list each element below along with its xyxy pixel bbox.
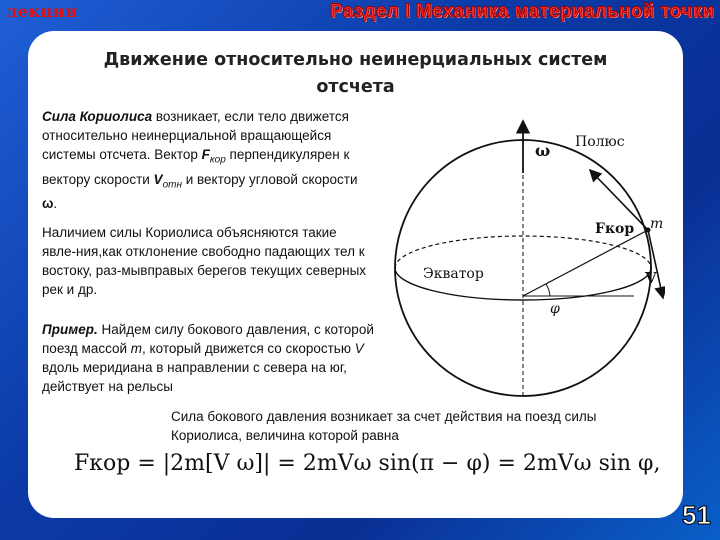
mass-symbol: m (130, 341, 143, 356)
example-label: Пример. (42, 322, 98, 337)
earth-diagram (380, 118, 665, 408)
coriolis-term: Сила Кориолиса (42, 109, 153, 124)
slide-card (30, 33, 681, 516)
phenomena-paragraph: Наличием силы Кориолиса объясняются такие явле-ния,как отклонение свободно падающих тел к востоку, раз-мывправых берегов текущих северных рек и др. (42, 225, 367, 297)
section-title: Раздел I Механика материальной точки (329, 1, 714, 22)
definition-text-1: возникает, если тело движется относительно неинерциальной вращающейся системы отсчета. Вектор (42, 109, 349, 162)
slide-title-line2: отсчета (316, 77, 395, 97)
velocity-symbol: V (153, 171, 163, 187)
v-label: V (645, 269, 657, 287)
phi-arc (546, 284, 550, 296)
force-subscript: кор (209, 154, 226, 166)
omega-label: ω (535, 141, 551, 160)
pole-label: Полюс (575, 134, 625, 150)
example-text-1: Найдем силу бокового давления, с которой поезд массой (42, 322, 374, 356)
example-paragraph (42, 320, 377, 396)
m-label: m (650, 216, 664, 232)
coriolis-definition (42, 107, 372, 213)
force-symbol: F (201, 147, 210, 162)
side-force-paragraph: Сила бокового давления возникает за счет действия на поезд силы Кориолиса, величина которой равна (171, 409, 597, 443)
example-text-3: вдоль меридиана в направлении с севера на юг, действует на рельсы (42, 360, 347, 394)
definition-text-2: перпендикулярен к вектору скорости (42, 147, 350, 187)
lecture-label: лекции (6, 2, 78, 21)
meridian-line (523, 140, 651, 396)
velocity-subscript: отн (162, 179, 182, 191)
force-label: Fкор (595, 221, 635, 237)
equator-label: Экватор (423, 266, 484, 282)
definition-text-3: и вектору угловой скорости (181, 171, 358, 187)
example-text-2: , который движется со скоростью (142, 341, 355, 356)
definition-text-4: . (53, 196, 58, 212)
omega-symbol: ω (42, 196, 54, 212)
page-number: 51 (682, 500, 711, 530)
speed-symbol: V (354, 341, 364, 356)
coriolis-formula: Fкор = |2m[V ω]| = 2mVω sin(π − φ) = 2mVω sin φ, (74, 451, 661, 476)
slide-title-line1: Движение относительно неинерциальных систем (103, 50, 608, 70)
slide-title (30, 47, 681, 101)
phi-label: φ (550, 301, 560, 317)
